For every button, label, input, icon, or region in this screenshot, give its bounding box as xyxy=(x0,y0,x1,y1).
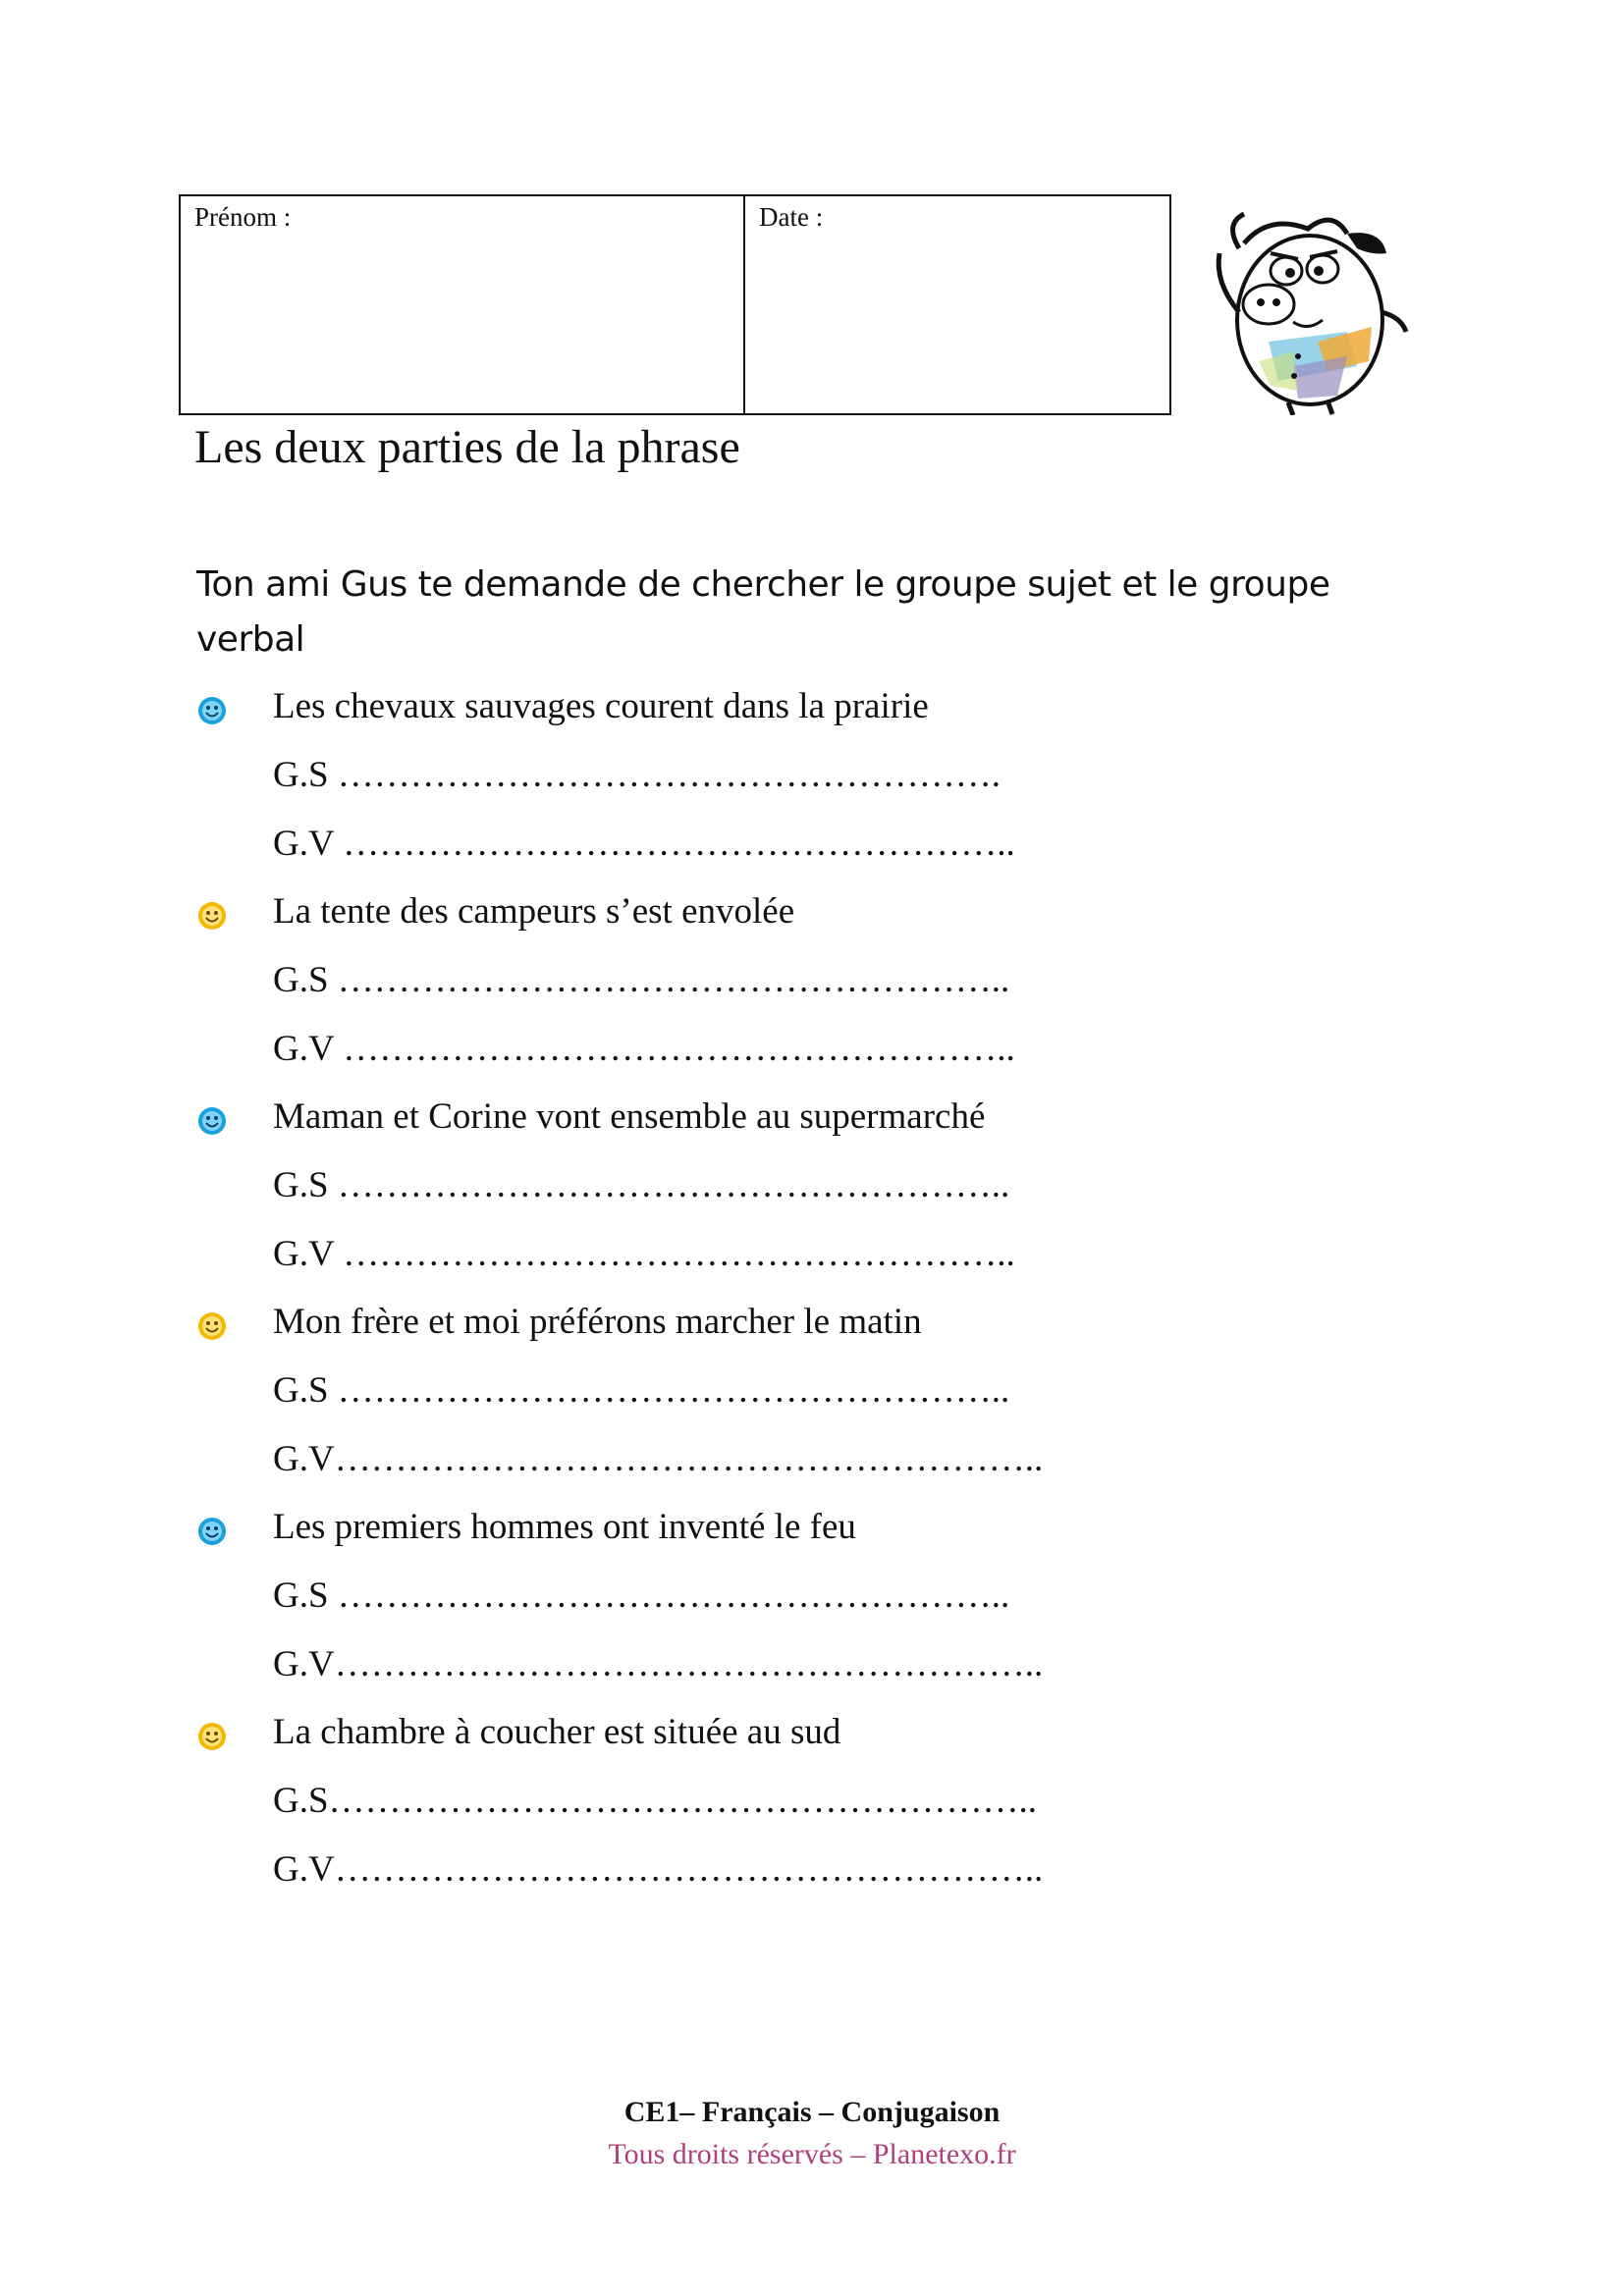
gs-answer-line[interactable] xyxy=(196,746,1473,815)
gs-answer-line[interactable] xyxy=(196,951,1473,1020)
exercise-item xyxy=(196,1498,1473,1703)
name-cell[interactable] xyxy=(181,196,745,413)
gs-label: G.S………………………………………………….. xyxy=(273,1781,1038,1821)
exercise-sentence: Les chevaux sauvages courent dans la prairie xyxy=(273,686,929,726)
worksheet-title: Les deux parties de la phrase xyxy=(194,421,740,473)
date-cell[interactable] xyxy=(745,196,1169,413)
gs-label: G.S ………………………………………………. xyxy=(273,755,1001,795)
gv-label: G.V ……………………………………………….. xyxy=(273,824,1015,864)
instruction-text: Ton ami Gus te demande de chercher le groupe sujet et le groupe verbal xyxy=(196,564,1330,660)
exercise-item xyxy=(196,677,1473,882)
gv-answer-line[interactable] xyxy=(196,1225,1473,1294)
gv-label: G.V ……………………………………………….. xyxy=(273,1234,1015,1274)
exercise-item xyxy=(196,1088,1473,1293)
gs-label: G.S ……………………………………………….. xyxy=(273,1575,1010,1616)
exercise-sentence: Les premiers hommes ont inventé le feu xyxy=(273,1507,856,1547)
exercise-item xyxy=(196,1293,1473,1498)
smiley-blue-icon xyxy=(196,1516,228,1547)
exercise-sentence: La tente des campeurs s’est envolée xyxy=(273,891,795,932)
footer-course: CE1– Français – Conjugaison xyxy=(623,2096,1001,2128)
exercise-item xyxy=(196,882,1473,1088)
gs-label: G.S ……………………………………………….. xyxy=(273,960,1010,1000)
exercise-list xyxy=(196,677,1473,1908)
gv-answer-line[interactable] xyxy=(196,1841,1473,1909)
smiley-blue-icon xyxy=(196,1105,228,1137)
gv-label: G.V ……………………………………………….. xyxy=(273,1029,1015,1069)
exercise-sentence: La chambre à coucher est située au sud xyxy=(273,1712,841,1752)
exercise-item xyxy=(196,1703,1473,1908)
gv-label: G.V………………………………………………….. xyxy=(273,1644,1044,1684)
gv-answer-line[interactable] xyxy=(196,1020,1473,1089)
gv-answer-line[interactable] xyxy=(196,815,1473,883)
gs-answer-line[interactable] xyxy=(196,1567,1473,1635)
gs-label: G.S ……………………………………………….. xyxy=(273,1165,1010,1205)
smiley-yellow-icon xyxy=(196,1310,228,1342)
gv-label: G.V………………………………………………….. xyxy=(273,1439,1044,1479)
name-label: Prénom : xyxy=(194,202,292,232)
exercise-sentence: Maman et Corine vont ensemble au supermarché xyxy=(273,1096,986,1137)
name-date-table xyxy=(179,194,1171,415)
date-label: Date : xyxy=(759,202,824,232)
gv-label: G.V………………………………………………….. xyxy=(273,1849,1044,1890)
gs-answer-line[interactable] xyxy=(196,1362,1473,1430)
gv-answer-line[interactable] xyxy=(196,1430,1473,1499)
gs-answer-line[interactable] xyxy=(196,1156,1473,1225)
smiley-yellow-icon xyxy=(196,1721,228,1752)
gs-answer-line[interactable] xyxy=(196,1772,1473,1841)
footer-copyright: Tous droits réservés – Planetexo.fr xyxy=(608,2138,1016,2170)
smiley-yellow-icon xyxy=(196,900,228,932)
gs-label: G.S ……………………………………………….. xyxy=(273,1370,1010,1411)
gv-answer-line[interactable] xyxy=(196,1635,1473,1704)
smiley-blue-icon xyxy=(196,695,228,726)
exercise-sentence: Mon frère et moi préférons marcher le matin xyxy=(273,1302,922,1342)
gus-mascot-icon xyxy=(1200,194,1416,415)
